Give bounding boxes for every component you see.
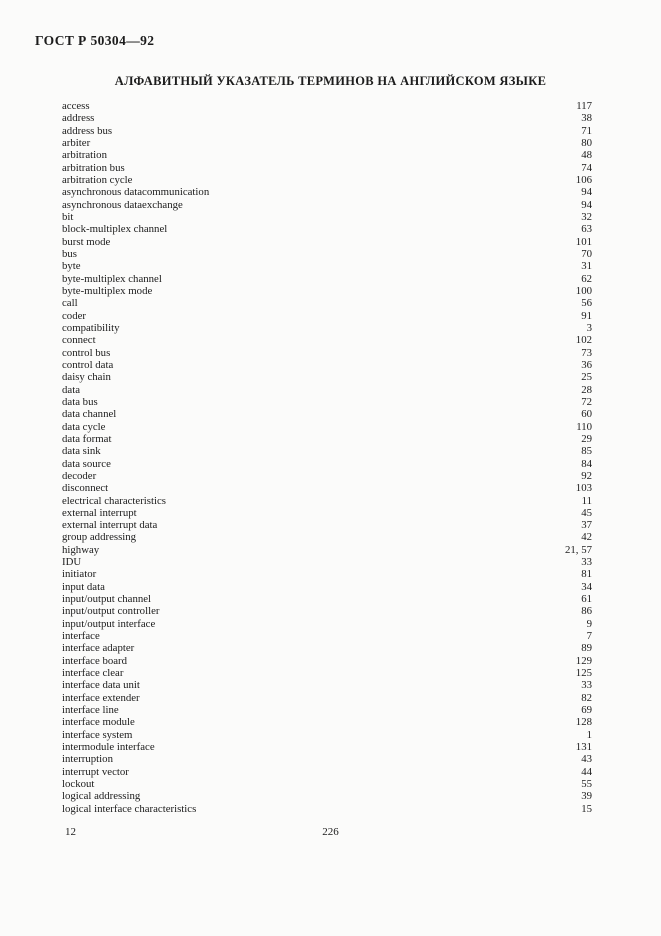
index-term: input data — [62, 580, 105, 593]
index-row — [62, 642, 592, 654]
index-row — [62, 495, 592, 507]
index-row — [62, 223, 592, 235]
index-row — [62, 803, 592, 815]
index-row — [62, 692, 592, 704]
index-row — [62, 458, 592, 470]
index-ref: 61 — [581, 593, 592, 606]
index-ref: 39 — [581, 790, 592, 803]
index-row — [62, 137, 592, 149]
index-row — [62, 359, 592, 371]
index-title: АЛФАВИТНЫЙ УКАЗАТЕЛЬ ТЕРМИНОВ НА АНГЛИЙСКОМ ЯЗЫКЕ — [114, 74, 547, 88]
page-footer — [0, 826, 661, 842]
index-ref: 43 — [581, 753, 592, 766]
index-term: arbitration bus — [62, 161, 125, 174]
index-ref: 101 — [575, 235, 592, 248]
index-row — [62, 605, 592, 617]
index-row — [62, 790, 592, 802]
index-term: highway — [62, 543, 100, 556]
index-ref: 9 — [586, 617, 592, 630]
index-ref: 38 — [581, 112, 592, 125]
index-term: interruption — [62, 753, 113, 766]
index-ref: 11 — [581, 494, 592, 507]
footer-page-number-left: 12 — [65, 826, 76, 838]
index-row — [62, 285, 592, 297]
index-ref: 125 — [575, 667, 592, 680]
index-ref: 85 — [581, 445, 592, 458]
index-term: logical addressing — [62, 790, 141, 803]
index-row — [62, 236, 592, 248]
index-row — [62, 334, 592, 346]
index-term: address — [62, 112, 95, 125]
index-ref: 29 — [581, 432, 592, 445]
index-row — [62, 531, 592, 543]
index-term: arbitration — [62, 149, 107, 162]
index-term: data format — [62, 432, 112, 445]
index-term: connect — [62, 334, 96, 347]
index-term: interface clear — [62, 667, 124, 680]
index-term: data — [62, 383, 80, 396]
index-term: input/output controller — [62, 605, 160, 618]
index-term: interrupt vector — [62, 765, 129, 778]
index-ref: 33 — [581, 556, 592, 569]
index-term: coder — [62, 309, 86, 322]
index-row — [62, 679, 592, 691]
index-row — [62, 100, 592, 112]
index-ref: 72 — [581, 395, 592, 408]
index-row — [62, 297, 592, 309]
index-ref: 21, 57 — [565, 543, 592, 556]
index-term: data channel — [62, 408, 117, 421]
index-row — [62, 618, 592, 630]
index-term: interface data unit — [62, 679, 140, 692]
index-term: asynchronous dataexchange — [62, 198, 183, 211]
index-term: asynchronous datacommunication — [62, 186, 210, 199]
index-term: group addressing — [62, 531, 137, 544]
index-term: address bus — [62, 124, 113, 137]
index-term: interface module — [62, 716, 135, 729]
index-row — [62, 556, 592, 568]
index-ref: 34 — [581, 580, 592, 593]
index-row — [62, 753, 592, 765]
index-row — [62, 371, 592, 383]
index-ref: 42 — [581, 531, 592, 544]
index-row — [62, 162, 592, 174]
index-row — [62, 729, 592, 741]
index-ref: 103 — [575, 482, 592, 495]
index-ref: 69 — [581, 704, 592, 717]
index-term: byte — [62, 260, 81, 273]
index-row — [62, 174, 592, 186]
index-ref: 80 — [581, 136, 592, 149]
index-ref: 62 — [581, 272, 592, 285]
index-row — [62, 112, 592, 124]
index-term: data sink — [62, 445, 101, 458]
index-row — [62, 421, 592, 433]
index-term: logical interface characteristics — [62, 802, 197, 815]
index-term: interface — [62, 630, 100, 643]
index-ref: 15 — [581, 802, 592, 815]
index-ref: 71 — [581, 124, 592, 137]
index-row — [62, 667, 592, 679]
index-row — [62, 568, 592, 580]
index-row — [62, 630, 592, 642]
index-term: byte-multiplex mode — [62, 284, 153, 297]
index-ref: 37 — [581, 519, 592, 532]
index-ref: 56 — [581, 297, 592, 310]
index-term: interface system — [62, 728, 133, 741]
index-term: bit — [62, 210, 74, 223]
index-ref: 32 — [581, 210, 592, 223]
index-term: lockout — [62, 778, 95, 791]
index-list — [62, 100, 592, 815]
index-term: disconnect — [62, 482, 109, 495]
index-row — [62, 322, 592, 334]
index-row — [62, 273, 592, 285]
index-ref: 33 — [581, 679, 592, 692]
index-ref: 45 — [581, 506, 592, 519]
index-ref: 36 — [581, 358, 592, 371]
footer-page-number-center: 226 — [322, 826, 339, 838]
index-term: IDU — [62, 556, 82, 569]
index-ref: 128 — [575, 716, 592, 729]
index-ref: 55 — [581, 778, 592, 791]
index-ref: 25 — [581, 371, 592, 384]
index-term: interface extender — [62, 691, 140, 704]
index-row — [62, 384, 592, 396]
index-row — [62, 125, 592, 137]
index-term: interface adapter — [62, 642, 135, 655]
index-ref: 94 — [581, 198, 592, 211]
index-ref: 110 — [576, 420, 592, 433]
index-ref: 94 — [581, 186, 592, 199]
index-row — [62, 433, 592, 445]
index-ref: 89 — [581, 642, 592, 655]
index-row — [62, 199, 592, 211]
index-row — [62, 778, 592, 790]
index-row — [62, 408, 592, 420]
index-ref: 91 — [581, 309, 592, 322]
index-term: external interrupt — [62, 506, 137, 519]
index-term: byte-multiplex channel — [62, 272, 162, 285]
index-term: bus — [62, 247, 77, 260]
index-ref: 92 — [581, 469, 592, 482]
index-row — [62, 704, 592, 716]
index-ref: 117 — [576, 100, 592, 112]
index-row — [62, 149, 592, 161]
index-term: decoder — [62, 469, 97, 482]
index-row — [62, 766, 592, 778]
index-term: interface line — [62, 704, 119, 717]
index-term: access — [62, 100, 90, 112]
index-term: input/output channel — [62, 593, 152, 606]
index-term: control data — [62, 358, 114, 371]
index-row — [62, 507, 592, 519]
index-ref: 48 — [581, 149, 592, 162]
index-ref: 81 — [581, 568, 592, 581]
index-row — [62, 248, 592, 260]
index-ref: 82 — [581, 691, 592, 704]
index-row — [62, 470, 592, 482]
index-row — [62, 593, 592, 605]
index-row — [62, 716, 592, 728]
index-row — [62, 211, 592, 223]
index-row — [62, 186, 592, 198]
index-row — [62, 396, 592, 408]
index-ref: 102 — [575, 334, 592, 347]
index-term: call — [62, 297, 78, 310]
index-row — [62, 310, 592, 322]
index-row — [62, 581, 592, 593]
index-ref: 60 — [581, 408, 592, 421]
index-row — [62, 260, 592, 272]
index-ref: 129 — [575, 654, 592, 667]
index-ref: 106 — [575, 173, 592, 186]
index-term: data bus — [62, 395, 98, 408]
index-ref: 3 — [586, 321, 592, 334]
index-term: arbitration cycle — [62, 173, 133, 186]
index-row — [62, 347, 592, 359]
index-term: control bus — [62, 346, 111, 359]
index-ref: 31 — [581, 260, 592, 273]
index-ref: 131 — [575, 741, 592, 754]
index-ref: 28 — [581, 383, 592, 396]
index-term: data source — [62, 457, 111, 470]
index-ref: 1 — [586, 728, 592, 741]
index-ref: 44 — [581, 765, 592, 778]
index-row — [62, 445, 592, 457]
index-ref: 100 — [575, 284, 592, 297]
index-ref: 73 — [581, 346, 592, 359]
index-ref: 86 — [581, 605, 592, 618]
index-term: interface board — [62, 654, 128, 667]
index-row — [62, 741, 592, 753]
index-term: electrical characteristics — [62, 494, 166, 507]
index-row — [62, 482, 592, 494]
index-term: input/output interface — [62, 617, 156, 630]
index-ref: 74 — [581, 161, 592, 174]
index-ref: 63 — [581, 223, 592, 236]
index-ref: 70 — [581, 247, 592, 260]
index-ref: 7 — [586, 630, 592, 643]
index-term: compatibility — [62, 321, 120, 334]
index-term: daisy chain — [62, 371, 111, 384]
index-term: data cycle — [62, 420, 106, 433]
index-term: external interrupt data — [62, 519, 158, 532]
index-term: burst mode — [62, 235, 111, 248]
document-number: ГОСТ Р 50304—92 — [35, 33, 155, 48]
index-row — [62, 519, 592, 531]
index-row — [62, 544, 592, 556]
index-term: initiator — [62, 568, 97, 581]
index-term: block-multiplex channel — [62, 223, 168, 236]
index-row — [62, 655, 592, 667]
index-term: arbiter — [62, 136, 91, 149]
index-term: intermodule interface — [62, 741, 155, 754]
index-ref: 84 — [581, 457, 592, 470]
